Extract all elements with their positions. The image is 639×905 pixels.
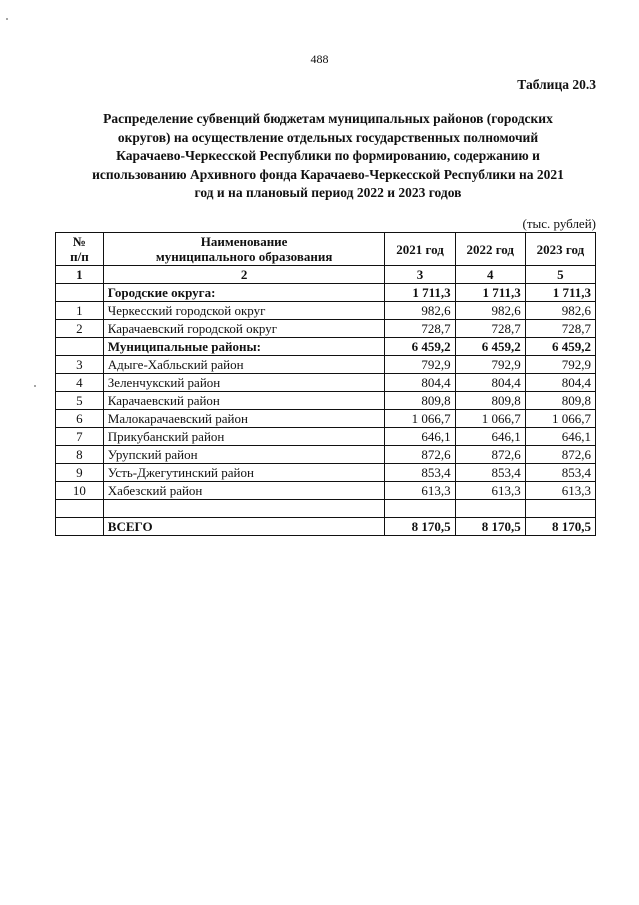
scan-speck	[6, 18, 8, 20]
value-2021: 804,4	[385, 374, 455, 392]
value-2022: 809,8	[455, 392, 525, 410]
table-row	[56, 464, 596, 482]
table-row	[56, 482, 596, 500]
row-number: 3	[56, 356, 104, 374]
total-2022: 8 170,5	[455, 518, 525, 536]
row-name: Зеленчукский район	[103, 374, 385, 392]
value-2022: 804,4	[455, 374, 525, 392]
title-line: Распределение субвенций бюджетам муниципальных районов (городских	[103, 111, 553, 126]
value-2023: 6 459,2	[525, 338, 595, 356]
table-header-row	[56, 233, 596, 266]
table-row	[56, 284, 596, 302]
value-2023: 728,7	[525, 320, 595, 338]
row-number: 8	[56, 446, 104, 464]
row-name: Хабезский район	[103, 482, 385, 500]
row-name: Муниципальные районы:	[103, 338, 385, 356]
header-2021: 2021 год	[385, 233, 455, 266]
column-index: 5	[525, 266, 595, 284]
row-number	[56, 284, 104, 302]
value-2022: 1 711,3	[455, 284, 525, 302]
row-name: Прикубанский район	[103, 428, 385, 446]
value-2021: 613,3	[385, 482, 455, 500]
row-number: 9	[56, 464, 104, 482]
row-name: Усть-Джегутинский район	[103, 464, 385, 482]
title-line: использованию Архивного фонда Карачаево-Черкесской Республики на 2021	[92, 166, 564, 182]
column-index: 2	[103, 266, 385, 284]
value-2021: 6 459,2	[385, 338, 455, 356]
value-2021: 982,6	[385, 302, 455, 320]
value-2021: 809,8	[385, 392, 455, 410]
value-2022: 853,4	[455, 464, 525, 482]
table-row	[56, 320, 596, 338]
column-index: 3	[385, 266, 455, 284]
value-2021: 1 711,3	[385, 284, 455, 302]
row-number: 2	[56, 320, 104, 338]
value-2021: 728,7	[385, 320, 455, 338]
value-2023: 809,8	[525, 392, 595, 410]
table-row	[56, 302, 596, 320]
value-2023: 853,4	[525, 464, 595, 482]
value-2021: 853,4	[385, 464, 455, 482]
row-name: Черкесский городской округ	[103, 302, 385, 320]
row-number: 10	[56, 482, 104, 500]
row-name: Карачаевский район	[103, 392, 385, 410]
table-row	[56, 446, 596, 464]
value-2023: 1 711,3	[525, 284, 595, 302]
subvention-table	[55, 232, 596, 536]
document-title	[60, 110, 596, 203]
column-index: 4	[455, 266, 525, 284]
row-name: Карачаевский городской округ	[103, 320, 385, 338]
value-2022: 6 459,2	[455, 338, 525, 356]
scan-speck	[34, 385, 36, 387]
value-2021: 792,9	[385, 356, 455, 374]
total-label: ВСЕГО	[103, 518, 385, 536]
page-number: 488	[310, 52, 329, 66]
table-row	[56, 338, 596, 356]
header-2023: 2023 год	[525, 233, 595, 266]
total-row	[56, 518, 596, 536]
value-2021: 1 066,7	[385, 410, 455, 428]
blank-row	[56, 500, 596, 518]
value-2022: 982,6	[455, 302, 525, 320]
column-index: 1	[56, 266, 104, 284]
value-2023: 872,6	[525, 446, 595, 464]
value-2023: 1 066,7	[525, 410, 595, 428]
total-2023: 8 170,5	[525, 518, 595, 536]
row-number	[56, 338, 104, 356]
row-number: 7	[56, 428, 104, 446]
header-number: № п/п	[56, 233, 104, 266]
table-row	[56, 356, 596, 374]
title-line: округов) на осуществление отдельных государственных полномочий	[117, 129, 539, 145]
value-2023: 646,1	[525, 428, 595, 446]
value-2022: 792,9	[455, 356, 525, 374]
row-number: 6	[56, 410, 104, 428]
table-row	[56, 428, 596, 446]
value-2022: 872,6	[455, 446, 525, 464]
unit-note: (тыс. рублей)	[522, 216, 596, 231]
row-name: Малокарачаевский район	[103, 410, 385, 428]
row-number: 5	[56, 392, 104, 410]
row-name: Городские округа:	[103, 284, 385, 302]
value-2023: 982,6	[525, 302, 595, 320]
row-name: Урупский район	[103, 446, 385, 464]
header-2022: 2022 год	[455, 233, 525, 266]
value-2023: 804,4	[525, 374, 595, 392]
value-2022: 728,7	[455, 320, 525, 338]
value-2022: 613,3	[455, 482, 525, 500]
value-2021: 646,1	[385, 428, 455, 446]
row-name: Адыге-Хабльский район	[103, 356, 385, 374]
title-line: год и на плановый период 2022 и 2023 годов	[194, 185, 462, 200]
table-row	[56, 392, 596, 410]
table-row	[56, 374, 596, 392]
value-2022: 1 066,7	[455, 410, 525, 428]
header-name: Наименование муниципального образования	[103, 233, 385, 266]
table-row	[56, 410, 596, 428]
title-line: Карачаево-Черкесской Республики по формированию, содержанию и	[116, 148, 540, 163]
total-2021: 8 170,5	[385, 518, 455, 536]
row-number: 4	[56, 374, 104, 392]
value-2021: 872,6	[385, 446, 455, 464]
value-2023: 613,3	[525, 482, 595, 500]
column-index-row	[56, 266, 596, 284]
row-number: 1	[56, 302, 104, 320]
value-2023: 792,9	[525, 356, 595, 374]
value-2022: 646,1	[455, 428, 525, 446]
table-label: Таблица 20.3	[517, 77, 596, 92]
